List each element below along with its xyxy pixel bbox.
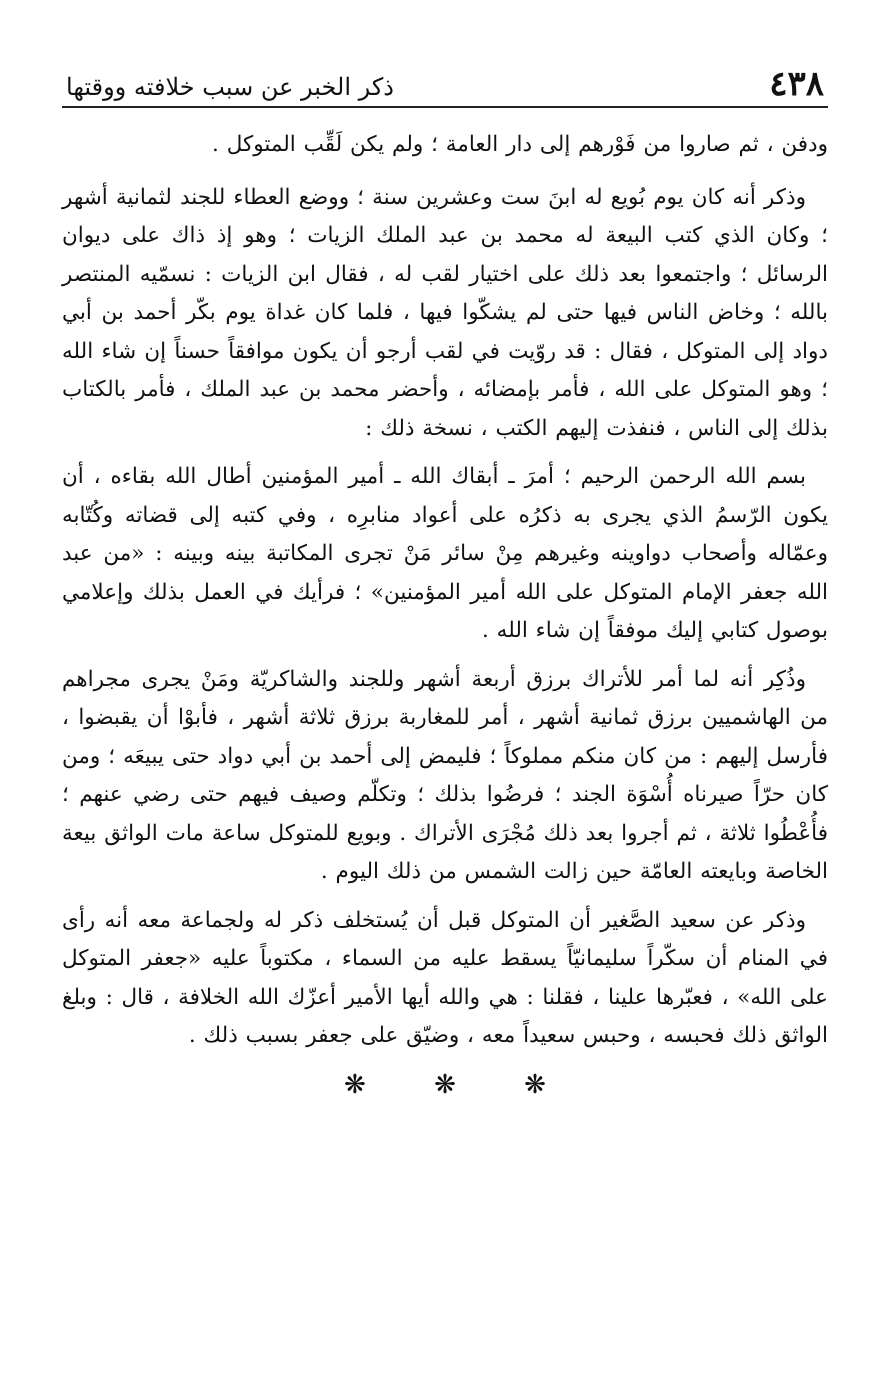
paragraph-2: وذكر أنه كان يوم بُويع له ابنَ ست وعشرين سنة ؛ ووضع العطاء للجند لثمانية أشهر ؛ وكان الذي كتب البيعة له محمد بن عبد الملك الزيات ؛ وهو إذ ذاك على ديوان الرسائل ؛ واجتمعوا بعد ذلك على اختيار لقب له ، فقال ابن الزيات : نسمّيه المنتصر بالله ؛ وخاض الناس فيها حتى لم يشكّوا فيها ، فلما كان غداة يوم بكّر أحمد بن أبي دواد إلى المتوكل ، فقال : قد روّيت في لقب أرجو أن يكون موافقاً حسناً إن شاء الله ؛ وهو المتوكل على الله ، فأمر بإمضائه ، وأحضر محمد بن عبد الملك ، فأمر بالكتاب بذلك إلى الناس ، فنفذت إليهم الكتب ، نسخة ذلك : (62, 184, 828, 441)
section-separator: ❋ ❋ ❋ (344, 1069, 576, 1100)
body-text (62, 126, 828, 1056)
book-page (62, 58, 828, 1100)
running-title: ذكر الخبر عن سبب خلافته ووقتها (66, 73, 394, 101)
paragraph-1: ودفن ، ثم صاروا من فَوْرهم إلى دار العامة ؛ ولم يكن لَقِّب المتوكل . (212, 132, 828, 157)
paragraph-5: وذكر عن سعيد الصَّغير أن المتوكل قبل أن يُستخلف ذكر له ولجماعة معه أنه رأى في المنام أن سكّراً سليمانيّاً يسقط عليه من السماء ، مكتوباً عليه «جعفر المتوكل على الله» ، فعبّرها علينا ، فقلنا : هي والله أيها الأمير أعزّك الله الخلافة ، قال : وبلغ الواثق ذلك فحبسه ، وحبس سعيداً معه ، وضيّق على جعفر بسبب ذلك . (62, 907, 828, 1048)
page-number: ٤٣٨ (769, 64, 824, 104)
paragraph-3: بسم الله الرحمن الرحيم ؛ أمرَ ـ أبقاك الله ـ أمير المؤمنين أطال الله بقاءه ، أن يكون الرّسمُ الذي يجرى به ذكرُه على أعواد منابرِه ، وفي كتبه إلى قضاته وكُتّابه وعمّاله وأصحاب دواوينه وغيرهم مِنْ سائر مَنْ تجرى المكاتبة بينه وبينه : «من عبد الله جعفر الإمام المتوكل على الله أمير المؤمنين» ؛ فرأيك في العمل بذلك وإعلامي بوصول كتابي إليك موفقاً إن شاء الله . (62, 464, 828, 643)
page-header (62, 58, 828, 108)
paragraph-4: وذُكِر أنه لما أمر للأتراك برزق أربعة أشهر وللجند والشاكريّة ومَنْ يجرى مجراهم من الهاشميين برزق ثمانية أشهر ، أمر للمغاربة برزق ثلاثة أشهر ، فأبوْا أن يقبضوا ، فأرسل إليهم : من كان منكم مملوكاً ؛ فليمض إلى أحمد بن أبي دواد حتى يبيعَه ؛ ومن كان حرّاً صيرناه أُسْوَة الجند ؛ فرضُوا بذلك ؛ وتكلّم وصيف فيهم حتى رضي عنهم ؛ فأُعْطُوا ثلاثة ، ثم أجروا بعد ذلك مُجْرَى الأتراك . وبويع للمتوكل ساعة مات الواثق بيعة الخاصة وبايعته العامّة حين زالت الشمس من ذلك اليوم . (62, 666, 828, 884)
